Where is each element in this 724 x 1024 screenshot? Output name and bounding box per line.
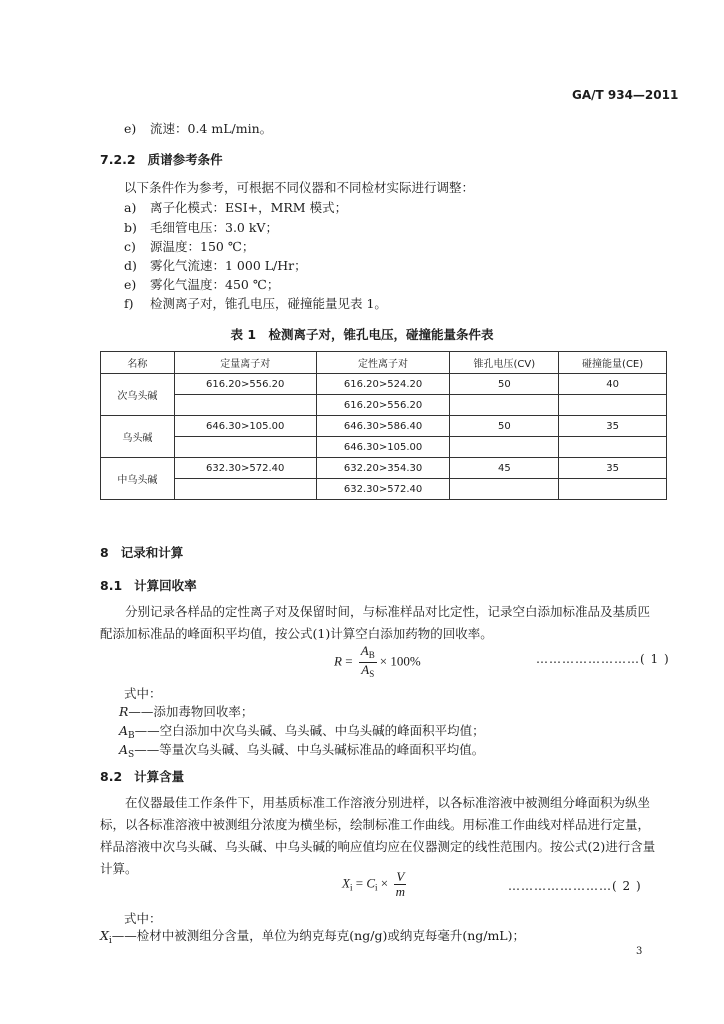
definition-row [119, 721, 485, 741]
qual-ion-cell: 616.20>556.20 [316, 395, 450, 416]
qual-ion-cell: 632.30>572.40 [316, 479, 450, 500]
ms-item-a [124, 198, 347, 216]
where-label-1: 式中： [124, 686, 162, 701]
section-heading-8-2 [100, 767, 184, 785]
item-key: d) [124, 258, 137, 273]
header-cell: 定量离子对 [174, 352, 316, 374]
definition-text: ——等量次乌头碱、乌头碱、中乌头碱标准品的峰面积平均值。 [134, 742, 485, 757]
formula-lhs: R [334, 653, 342, 669]
section-title: 计算含量 [134, 769, 185, 784]
item-text: 雾化气温度：450 ℃； [150, 277, 280, 292]
empty-cell [450, 437, 559, 458]
denominator: A [361, 662, 370, 677]
formula-mid-subscript: i [374, 882, 378, 893]
quant-ion-cell: 632.30>572.40 [174, 458, 316, 479]
item-text: 检测离子对，锥孔电压，碰撞能量见表 1。 [150, 296, 387, 311]
table-row [101, 437, 667, 458]
empty-cell [174, 479, 316, 500]
section-title: 计算回收率 [134, 578, 197, 593]
ms-intro: 以下条件作为参考，可根据不同仪器和不同检材实际进行调整： [124, 180, 475, 195]
quant-ion-cell: 646.30>105.00 [174, 416, 316, 437]
compound-name-cell: 次乌头碱 [101, 374, 175, 416]
ms-item-e [124, 275, 279, 293]
numerator: A [360, 643, 369, 658]
denominator-subscript: S [369, 669, 375, 679]
definition-text: ——空白添加中次乌头碱、乌头碱、中乌头碱的峰面积平均值； [134, 723, 485, 738]
table-header-row [101, 352, 667, 374]
denominator: m [395, 884, 406, 899]
empty-cell [450, 395, 559, 416]
section-heading-8 [100, 543, 183, 561]
definition-subscript: B [128, 731, 135, 741]
section-number: 7.2.2 [100, 152, 136, 167]
ms-item-b [124, 218, 278, 236]
qual-ion-cell: 616.20>524.20 [316, 374, 450, 395]
item-text: 离子化模式：ESI+，MRM 模式； [150, 200, 348, 215]
header-cell: 名称 [101, 352, 175, 374]
empty-cell [174, 395, 316, 416]
ce-cell: 35 [559, 416, 667, 437]
definition-subscript: i [108, 936, 112, 946]
empty-cell [559, 437, 667, 458]
equation-number-2: ……………………( 2 ) [508, 879, 642, 893]
definition-text: ——检材中被测组分含量，单位为纳克每克(ng/g)或纳克每毫升(ng/mL)； [111, 928, 525, 943]
header-cell: 定性离子对 [316, 352, 450, 374]
quant-ion-cell: 616.20>556.20 [174, 374, 316, 395]
cv-cell: 45 [450, 458, 559, 479]
qual-ion-cell: 632.20>354.30 [316, 458, 450, 479]
where-label-2: 式中： [124, 911, 162, 926]
definition-row [119, 702, 253, 720]
section-heading-7-2-2 [100, 150, 223, 168]
section-number: 8.2 [100, 769, 123, 784]
item-text: 雾化气流速：1 000 L/Hr； [150, 258, 307, 273]
ce-cell: 40 [559, 374, 667, 395]
definition-row [119, 740, 484, 760]
formula-2: $X_i = C_i$ × $\frac{V}{m}$ [342, 869, 406, 899]
cv-cell: 50 [450, 416, 559, 437]
formula-1: R = $\frac{A_B}{A_S}$ × 100% [334, 643, 421, 679]
paragraph-8-1: 分别记录各样品的定性离子对及保留时间，与标准样品对比定性，记录空白添加标准品及基质匹配添加标准品的峰面积平均值，按公式(1)计算空白添加药物的回收率。 [100, 604, 651, 641]
empty-cell [450, 479, 559, 500]
qual-ion-cell: 646.30>105.00 [316, 437, 450, 458]
item-key: f) [124, 296, 134, 311]
empty-cell [559, 395, 667, 416]
formula-lhs: X [342, 875, 350, 891]
equation-number-1: ……………………( 1 ) [536, 652, 670, 666]
section-number: 8 [100, 545, 109, 560]
definition-symbol: X [100, 928, 109, 943]
formula-fraction [394, 870, 406, 899]
cv-cell: 50 [450, 374, 559, 395]
table-row [101, 374, 667, 395]
empty-cell [559, 479, 667, 500]
item-key: e) [124, 277, 137, 292]
definition-symbol: R [119, 704, 129, 719]
qual-ion-cell: 646.30>586.40 [316, 416, 450, 437]
item-text: 流速：0.4 mL/min。 [150, 121, 273, 136]
section-heading-8-1 [100, 576, 197, 594]
standard-number: GA/T 934—2011 [572, 88, 679, 102]
header-cell: 碰撞能量(CE) [559, 352, 667, 374]
definition-symbol: A [119, 723, 129, 738]
definition-row [100, 926, 525, 946]
formula-fraction [359, 644, 377, 681]
page-number: 3 [636, 946, 643, 957]
empty-cell [174, 437, 316, 458]
conditions-table [100, 351, 667, 500]
section-title: 记录和计算 [120, 545, 184, 560]
item-key: c) [124, 239, 136, 254]
definition-symbol: A [119, 742, 129, 757]
formula-mid: C [366, 875, 375, 891]
table-row [101, 479, 667, 500]
formula-lhs-subscript: i [349, 882, 353, 893]
compound-name-cell: 中乌头碱 [101, 458, 175, 500]
section-title: 质谱参考条件 [147, 152, 223, 167]
table-title: 表 1 检测离子对，锥孔电压，碰撞能量条件表 [230, 327, 494, 342]
ms-item-d [124, 256, 307, 274]
table-row [101, 458, 667, 479]
item-key: e) [124, 121, 137, 136]
paragraph-8-2: 在仪器最佳工作条件下，用基质标准工作溶液分别进样，以各标准溶液中被测组分峰面积为纵坐标，以各标准溶液中被测组分浓度为横坐标，绘制标准工作曲线。用标准工作曲线对样品进行定量，样品溶液中次乌头碱、乌头碱、中乌头碱的响应值均应在仪器测定的线性范围内。按公式(2)进行含量计算。 [100, 795, 656, 876]
item-key: a) [124, 200, 137, 215]
definition-subscript: S [128, 750, 135, 760]
compound-name-cell: 乌头碱 [101, 416, 175, 458]
header-cell: 锥孔电压(CV) [450, 352, 559, 374]
flow-rate-item [124, 119, 272, 137]
ce-cell: 35 [559, 458, 667, 479]
section-number: 8.1 [100, 578, 123, 593]
item-text: 毛细管电压：3.0 kV； [150, 220, 278, 235]
numerator-subscript: B [368, 650, 375, 660]
formula-tail: × 100% [379, 653, 421, 669]
item-key: b) [124, 220, 137, 235]
table-row [101, 395, 667, 416]
ms-item-c [124, 237, 254, 255]
numerator: V [396, 869, 405, 884]
table-row [101, 416, 667, 437]
item-text: 源温度：150 ℃； [150, 239, 255, 254]
ms-item-f [124, 294, 387, 312]
definition-text: ——添加毒物回收率； [128, 704, 254, 719]
